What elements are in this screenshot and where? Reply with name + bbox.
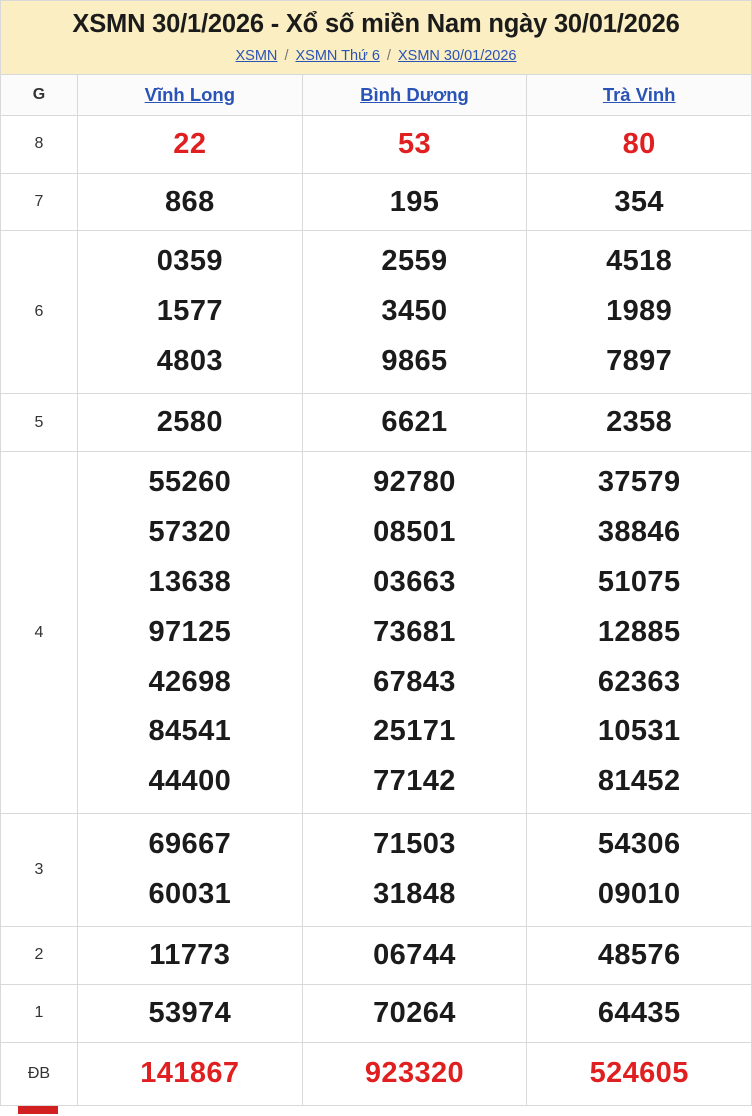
prize-numbers-cell xyxy=(302,926,527,984)
lottery-number: 38846 xyxy=(597,515,681,548)
table-row xyxy=(1,1042,752,1105)
prize-numbers-cell xyxy=(302,394,527,452)
breadcrumb-item-weekday[interactable]: XSMN Thứ 6 xyxy=(295,47,380,64)
lottery-number: 524605 xyxy=(589,1056,689,1089)
prize-numbers-cell xyxy=(527,926,752,984)
table-row xyxy=(1,814,752,927)
lottery-number: 12885 xyxy=(597,615,681,648)
prize-label: ĐB xyxy=(1,1042,78,1105)
red-tab-marker xyxy=(18,1106,58,1114)
column-header-province-3 xyxy=(527,74,752,115)
lottery-number: 10531 xyxy=(597,715,681,748)
table-row xyxy=(1,115,752,173)
prize-numbers-cell xyxy=(527,1042,752,1105)
lottery-number: 9865 xyxy=(381,345,448,378)
lottery-number: 7897 xyxy=(606,345,673,378)
page-title: XSMN 30/1/2026 - Xổ số miền Nam ngày 30/01/2026 xyxy=(72,10,680,38)
lottery-number: 44400 xyxy=(148,765,232,798)
table-row xyxy=(1,394,752,452)
lottery-number: 0359 xyxy=(156,245,223,278)
lottery-number: 53974 xyxy=(148,996,232,1029)
lottery-number: 69667 xyxy=(148,828,232,861)
lottery-number: 70264 xyxy=(373,996,456,1029)
lottery-number: 03663 xyxy=(373,565,456,598)
lottery-number: 42698 xyxy=(148,665,232,698)
table-body xyxy=(1,115,752,1105)
prize-numbers-cell xyxy=(302,984,527,1042)
lottery-number: 354 xyxy=(614,185,664,218)
prize-numbers-cell xyxy=(78,926,303,984)
prize-numbers-cell xyxy=(527,394,752,452)
lottery-number: 3450 xyxy=(381,295,448,328)
lottery-number: 48576 xyxy=(597,938,681,971)
column-header-province-1 xyxy=(78,74,303,115)
lottery-number: 2559 xyxy=(381,245,448,278)
lottery-number: 81452 xyxy=(597,765,681,798)
province-link-2[interactable]: Bình Dương xyxy=(360,83,469,105)
lottery-number: 80 xyxy=(622,127,656,160)
lottery-number: 08501 xyxy=(373,515,456,548)
prize-numbers-cell xyxy=(302,1042,527,1105)
lottery-number: 31848 xyxy=(373,878,456,911)
province-link-1[interactable]: Vĩnh Long xyxy=(144,83,236,105)
lottery-number: 4803 xyxy=(156,345,223,378)
table-header-row xyxy=(1,74,752,115)
lottery-number: 37579 xyxy=(597,466,681,499)
lottery-number: 2580 xyxy=(156,406,223,439)
lottery-number: 53 xyxy=(397,127,432,160)
lottery-number: 868 xyxy=(165,185,215,218)
prize-numbers-cell xyxy=(527,115,752,173)
prize-label: 2 xyxy=(1,926,78,984)
lottery-number: 67843 xyxy=(373,665,456,698)
results-table xyxy=(0,74,752,1106)
prize-label: 4 xyxy=(1,452,78,814)
prize-label: 3 xyxy=(1,814,78,927)
lottery-number: 195 xyxy=(389,185,440,218)
lottery-number: 73681 xyxy=(373,615,456,648)
lottery-number: 71503 xyxy=(373,828,456,861)
lottery-number: 09010 xyxy=(597,878,681,911)
prize-label: 1 xyxy=(1,984,78,1042)
prize-numbers-cell xyxy=(78,1042,303,1105)
lottery-number: 64435 xyxy=(597,996,681,1029)
column-header-province-2 xyxy=(302,74,527,115)
lottery-number: 6621 xyxy=(381,406,448,439)
column-header-prize: G xyxy=(1,74,78,115)
prize-numbers-cell xyxy=(527,984,752,1042)
prize-numbers-cell xyxy=(78,984,303,1042)
lottery-number: 1577 xyxy=(156,295,223,328)
prize-numbers-cell xyxy=(78,115,303,173)
prize-numbers-cell xyxy=(78,452,303,814)
lottery-number: 06744 xyxy=(373,938,456,971)
footer-bar xyxy=(0,1106,752,1114)
prize-numbers-cell xyxy=(78,173,303,231)
lottery-number: 77142 xyxy=(373,765,456,798)
table-row xyxy=(1,984,752,1042)
lottery-number: 55260 xyxy=(148,466,232,499)
prize-numbers-cell xyxy=(527,814,752,927)
lottery-number: 62363 xyxy=(597,665,681,698)
breadcrumb-item-xsmn[interactable]: XSMN xyxy=(235,47,278,64)
lottery-number: 57320 xyxy=(148,515,232,548)
lottery-number: 54306 xyxy=(597,828,681,861)
lottery-number: 97125 xyxy=(148,615,232,648)
prize-numbers-cell xyxy=(302,173,527,231)
lottery-number: 1989 xyxy=(606,295,673,328)
prize-numbers-cell xyxy=(302,814,527,927)
table-row xyxy=(1,173,752,231)
prize-numbers-cell xyxy=(78,814,303,927)
lottery-number: 51075 xyxy=(597,565,681,598)
prize-numbers-cell xyxy=(302,452,527,814)
prize-numbers-cell xyxy=(78,231,303,394)
lottery-number: 141867 xyxy=(140,1056,240,1089)
table-row xyxy=(1,926,752,984)
prize-numbers-cell xyxy=(527,452,752,814)
breadcrumb-separator: / xyxy=(284,47,289,64)
prize-numbers-cell xyxy=(302,115,527,173)
lottery-number: 923320 xyxy=(364,1056,465,1089)
lottery-number: 22 xyxy=(173,127,207,160)
prize-label: 6 xyxy=(1,231,78,394)
lottery-number: 25171 xyxy=(373,715,456,748)
province-link-3[interactable]: Trà Vinh xyxy=(602,83,676,105)
table-row xyxy=(1,231,752,394)
lottery-number: 2358 xyxy=(606,406,673,439)
breadcrumb xyxy=(1,48,751,64)
lottery-number: 11773 xyxy=(149,938,231,971)
lottery-number: 4518 xyxy=(606,245,673,278)
breadcrumb-separator: / xyxy=(386,47,391,64)
breadcrumb-item-date[interactable]: XSMN 30/01/2026 xyxy=(397,47,517,64)
lottery-number: 92780 xyxy=(373,466,456,499)
page-header xyxy=(0,0,752,74)
prize-numbers-cell xyxy=(302,231,527,394)
table-row xyxy=(1,452,752,814)
lottery-number: 60031 xyxy=(148,878,232,911)
lottery-number: 13638 xyxy=(148,565,232,598)
prize-numbers-cell xyxy=(527,231,752,394)
prize-label: 8 xyxy=(1,115,78,173)
prize-label: 5 xyxy=(1,394,78,452)
prize-numbers-cell xyxy=(78,394,303,452)
prize-label: 7 xyxy=(1,173,78,231)
prize-numbers-cell xyxy=(527,173,752,231)
lottery-number: 84541 xyxy=(148,715,232,748)
